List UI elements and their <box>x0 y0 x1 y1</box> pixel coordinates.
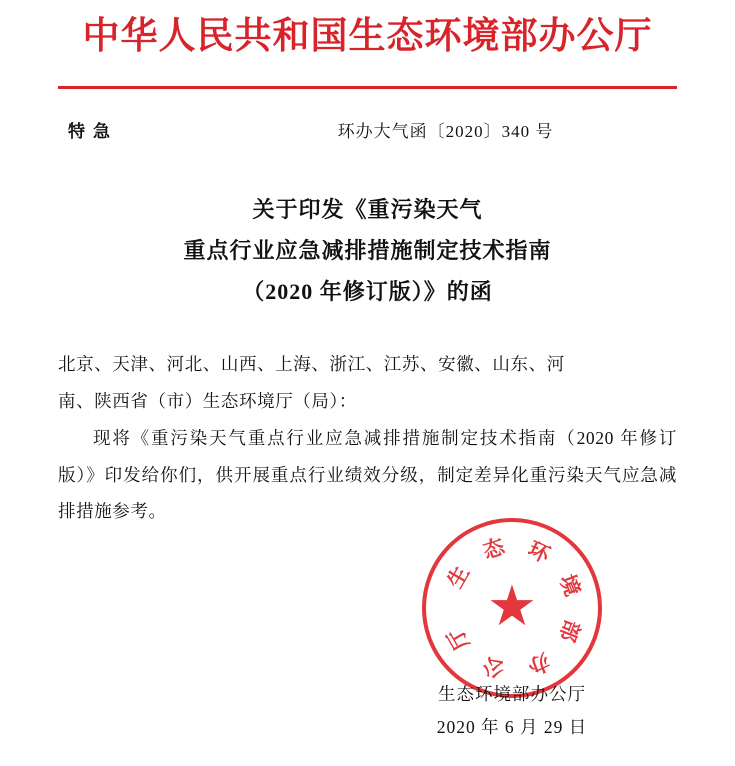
masthead-divider <box>58 86 677 89</box>
seal-character: 态 <box>480 533 508 563</box>
title-line-1: 关于印发《重污染天气 <box>252 197 483 223</box>
addressee-line-2: 南、陕西省（市）生态环境厅（局）： <box>58 391 357 412</box>
document-title <box>58 190 677 312</box>
seal-star-icon: ★ <box>486 575 538 638</box>
seal-character: 部 <box>554 616 585 645</box>
signature-date: 2020 年 6 月 29 日 <box>436 716 588 737</box>
body-paragraph-1: 现将《重污染天气重点行业应急减排措施制定技术指南（2020 年修订版）》印发给你们，供开展重点行业绩效分级，制定差异化重污染天气应急减排措施参考。 <box>58 427 677 522</box>
title-line-2: 重点行业应急减排措施制定技术指南 <box>183 237 552 263</box>
document-body <box>58 346 677 530</box>
signature-area <box>347 533 677 745</box>
title-line-3: （2020 年修订版）》的函 <box>242 278 493 304</box>
document-meta-row <box>58 117 677 142</box>
seal-character: 环 <box>524 536 554 567</box>
seal-character: 办 <box>524 648 554 679</box>
seal-character: 厅 <box>442 623 474 654</box>
masthead-title: 中华人民共和国生态环境部办公厅 <box>82 16 653 57</box>
document-number: 环办大气函〔2020〕340 号 <box>337 122 554 142</box>
signature-issuer: 生态环境部办公厅 <box>438 683 586 704</box>
seal-character: 公 <box>480 652 508 682</box>
document-masthead <box>58 0 677 89</box>
seal-character: 境 <box>554 570 585 599</box>
official-seal-icon <box>422 518 602 698</box>
urgency-label: 特急 <box>68 122 118 142</box>
seal-character: 生 <box>442 561 474 592</box>
addressee-line-1: 北京、天津、河北、山西、上海、浙江、江苏、安徽、山东、河 <box>58 354 565 375</box>
